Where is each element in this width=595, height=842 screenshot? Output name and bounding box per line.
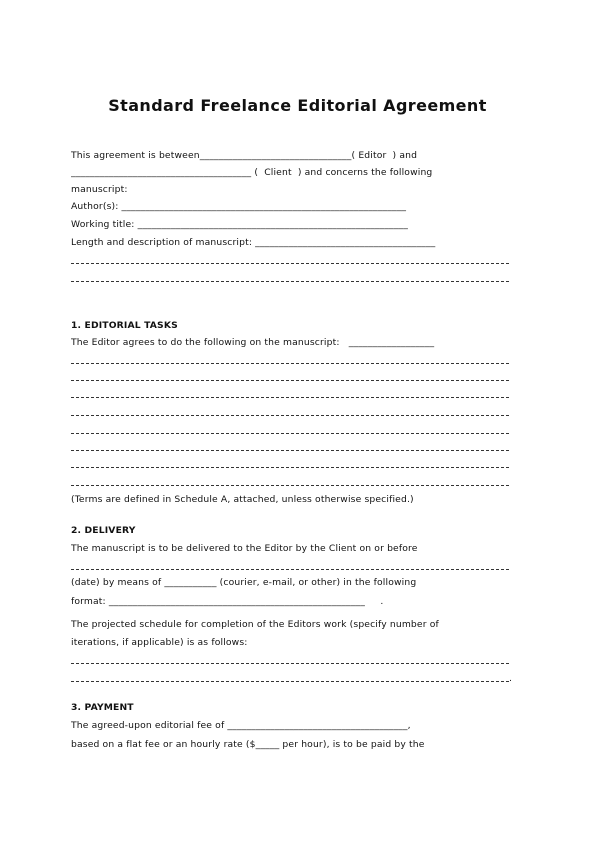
end-mark: .	[509, 673, 513, 684]
schedule-note: (Terms are defined in Schedule A, attached, unless otherwise specified.)	[71, 494, 414, 505]
intro-line-1: This agreement is between________________________________( Editor ) and	[71, 150, 418, 161]
format-field: format: ______________________________________________________ .	[71, 596, 384, 607]
section-2-line-1: The manuscript is to be delivered to the Editor by the Client on or before	[71, 543, 418, 554]
section-2-line-5: iterations, if applicable) is as follows:	[71, 637, 248, 648]
blank-line	[71, 397, 509, 398]
section-1-heading: 1. EDITORIAL TASKS	[71, 320, 178, 331]
blank-line	[71, 263, 509, 264]
blank-line	[71, 569, 509, 570]
blank-line	[71, 433, 509, 434]
section-2-line-4: The projected schedule for completion of the Editors work (specify number of	[71, 619, 439, 630]
section-2-heading: 2. DELIVERY	[71, 525, 136, 536]
blank-line	[71, 450, 509, 451]
intro-line-2: ______________________________________ ( Client ) and concerns the following	[71, 167, 433, 178]
section-2-line-2: (date) by means of ___________ (courier, e-mail, or other) in the following	[71, 577, 417, 588]
document-title: Standard Freelance Editorial Agreement	[108, 96, 487, 115]
section-1-line-1: The Editor agrees to do the following on the manuscript: __________________	[71, 337, 435, 348]
intro-line-3: manuscript:	[71, 184, 128, 195]
blank-line	[71, 681, 509, 682]
fee-field: The agreed-upon editorial fee of ______________________________________,	[71, 720, 411, 731]
blank-line	[71, 281, 509, 282]
blank-line	[71, 380, 509, 381]
author-field: Author(s): ____________________________________________________________	[71, 201, 407, 212]
blank-line	[71, 663, 509, 664]
blank-line	[71, 363, 509, 364]
length-description-field: Length and description of manuscript: ______________________________________	[71, 237, 436, 248]
section-3-heading: 3. PAYMENT	[71, 702, 134, 713]
section-3-line-2: based on a flat fee or an hourly rate ($_____ per hour), is to be paid by the	[71, 739, 425, 750]
blank-line	[71, 485, 509, 486]
working-title-field: Working title: _________________________________________________________	[71, 219, 409, 230]
blank-line	[71, 415, 509, 416]
blank-line	[71, 467, 509, 468]
